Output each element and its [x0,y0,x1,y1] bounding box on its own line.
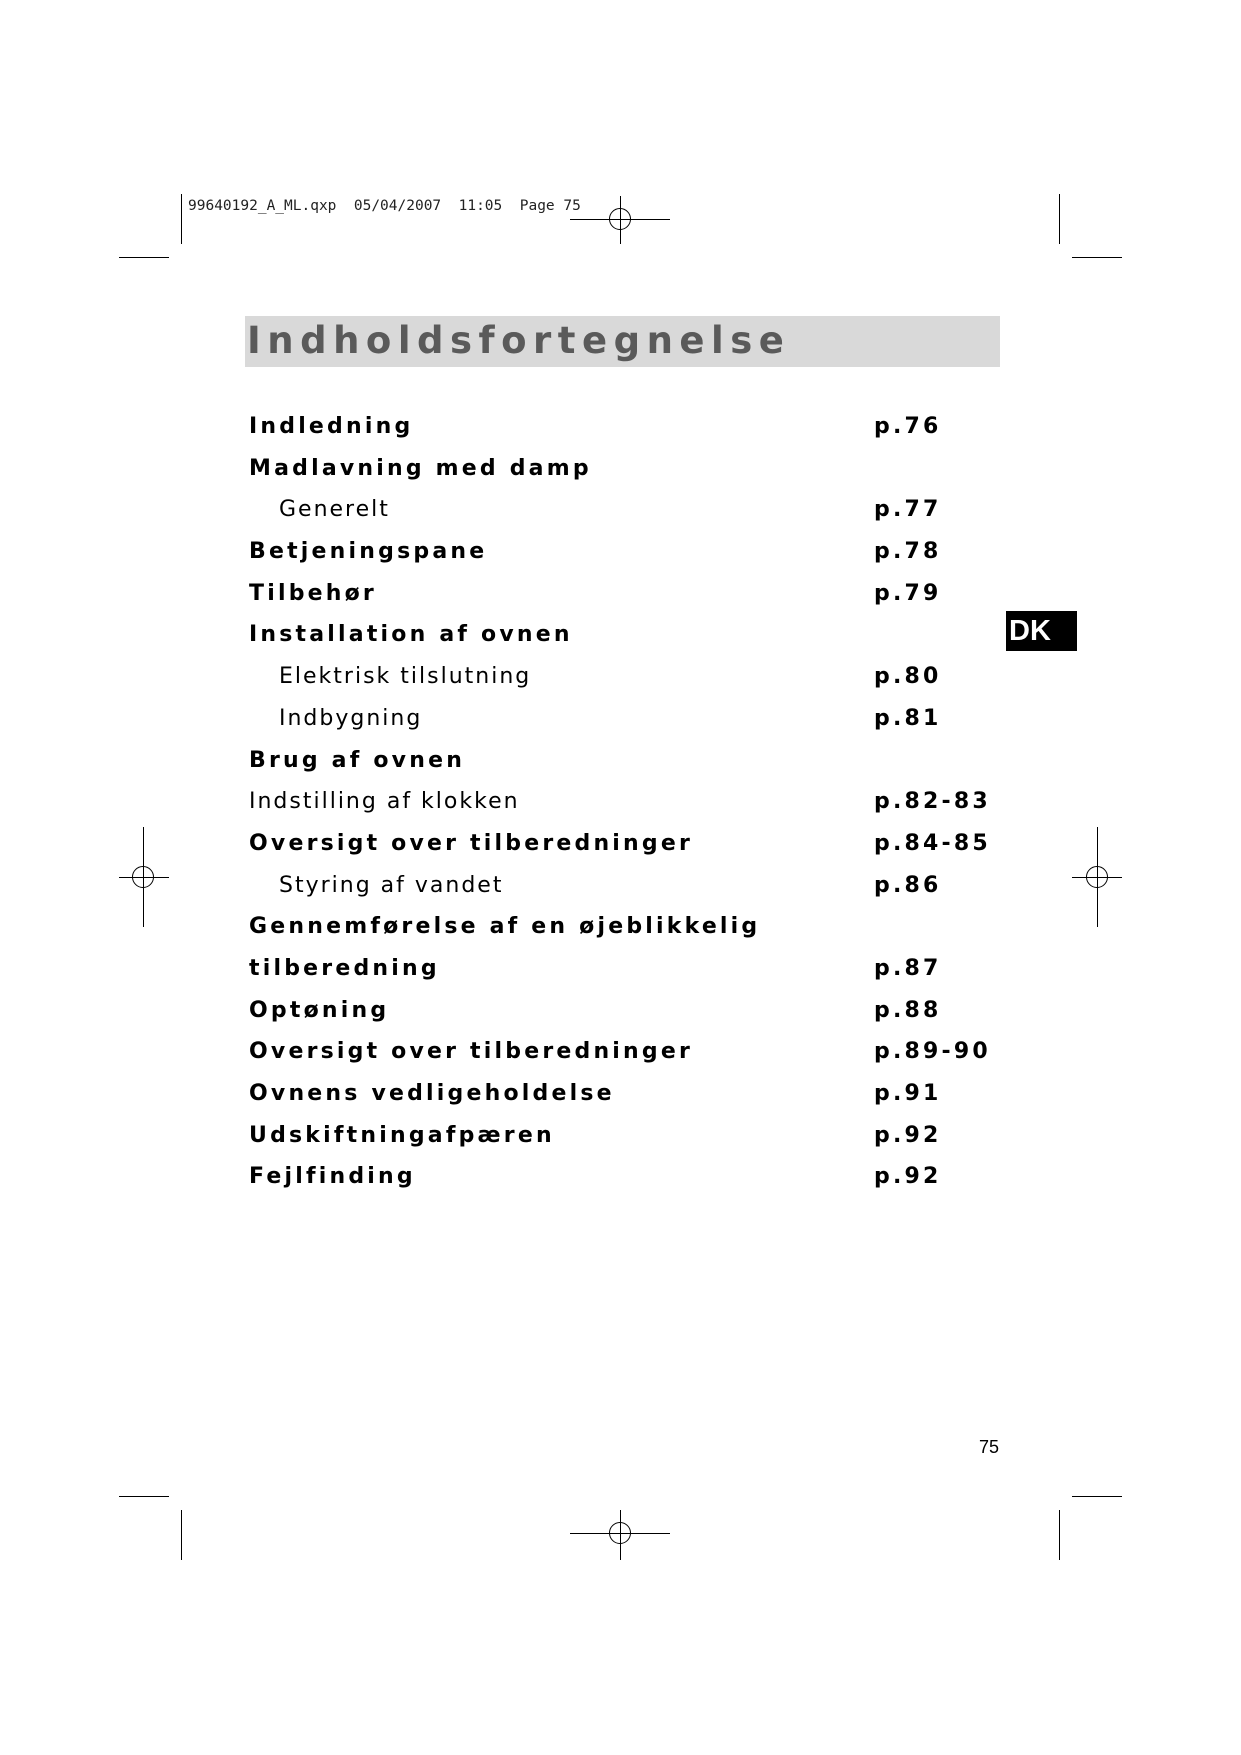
toc-entry [249,1039,1009,1081]
toc-entry-label: Indstilling af klokken [249,789,520,815]
toc-entry-label: Madlavning med damp [249,455,592,481]
crop-mark-bottom-right-vertical [1059,1510,1060,1560]
toc-entry-page: p.88 [874,997,942,1023]
toc-entry-page: p.92 [874,1164,942,1190]
toc-entry-page: p.82-83 [874,789,991,815]
toc-entry-label: Elektrisk tilslutning [279,664,532,690]
toc-entry-label: Fejlfinding [249,1164,416,1190]
title-banner [245,316,1000,367]
toc-entry-label: Ovnens vedligeholdelse [249,1081,615,1106]
toc-entry-label: Optøning [249,997,390,1023]
toc-entry-label: Oversigt over tilberedninger [249,830,694,856]
toc-entry-label: Tilbehør [249,580,377,606]
toc-entry [249,497,1009,539]
toc-entry [249,998,1009,1040]
crop-mark-bottom-left-vertical [181,1510,182,1560]
print-slug: 99640192_A_ML.qxp 05/04/2007 11:05 Page 75 [188,198,581,214]
toc-entry-label: Udskiftningafpæren [249,1122,555,1148]
toc-entry-label: Installation af ovnen [249,622,573,648]
crop-mark-top-left-vertical [181,194,182,244]
toc-entry-label: tilberedning [249,955,440,981]
toc-entry [249,706,1009,748]
toc-entry-label: Generelt [279,497,390,523]
toc-entry [249,831,1009,873]
table-of-contents [249,414,1009,1206]
toc-entry [249,1164,1009,1206]
page-title: Indholdsfortegnelse [247,319,791,362]
toc-entry-label: Indbygning [279,705,423,731]
toc-entry [249,414,1009,456]
toc-entry-label: Indledning [249,414,414,439]
crop-mark-bottom-right-horizontal [1072,1496,1122,1497]
toc-entry [249,1123,1009,1165]
toc-entry [249,956,1009,998]
crop-mark-top-left-horizontal [119,257,169,258]
toc-entry [249,622,1009,664]
toc-entry [249,1081,1009,1123]
toc-entry-label: Gennemførelse af en øjeblikkelig [249,914,761,940]
registration-mark-top-circle [609,208,631,230]
toc-entry-label: Betjeningspane [249,539,488,565]
toc-entry-page: p.91 [874,1081,942,1106]
crop-mark-top-right-horizontal [1072,257,1122,258]
toc-entry-page: p.76 [874,414,942,439]
registration-mark-left-circle [132,866,154,888]
toc-entry [249,456,1009,498]
registration-mark-right-circle [1086,866,1108,888]
toc-entry [249,664,1009,706]
registration-mark-bottom-circle [609,1522,631,1544]
toc-entry-page: p.79 [874,580,942,606]
toc-entry [249,873,1009,915]
toc-entry [249,914,1009,956]
toc-entry-label: Brug af ovnen [249,747,466,773]
crop-mark-bottom-left-horizontal [119,1496,169,1497]
toc-entry [249,581,1009,623]
toc-entry [249,789,1009,831]
toc-entry-page: p.78 [874,539,942,565]
toc-entry-page: p.77 [874,497,942,523]
toc-entry-page: p.86 [874,872,942,898]
toc-entry-label: Styring af vandet [279,872,504,898]
toc-entry [249,539,1009,581]
language-tab: DK [1006,611,1077,651]
toc-entry-label: Oversigt over tilberedninger [249,1039,694,1065]
toc-entry-page: p.92 [874,1122,942,1148]
toc-entry-page: p.80 [874,664,942,690]
crop-mark-top-right-vertical [1059,194,1060,244]
page-number: 75 [979,1437,1000,1457]
toc-entry-page: p.81 [874,705,942,731]
toc-entry-page: p.89-90 [874,1039,991,1065]
toc-entry [249,748,1009,790]
toc-entry-page: p.87 [874,955,942,981]
toc-entry-page: p.84-85 [874,830,991,856]
